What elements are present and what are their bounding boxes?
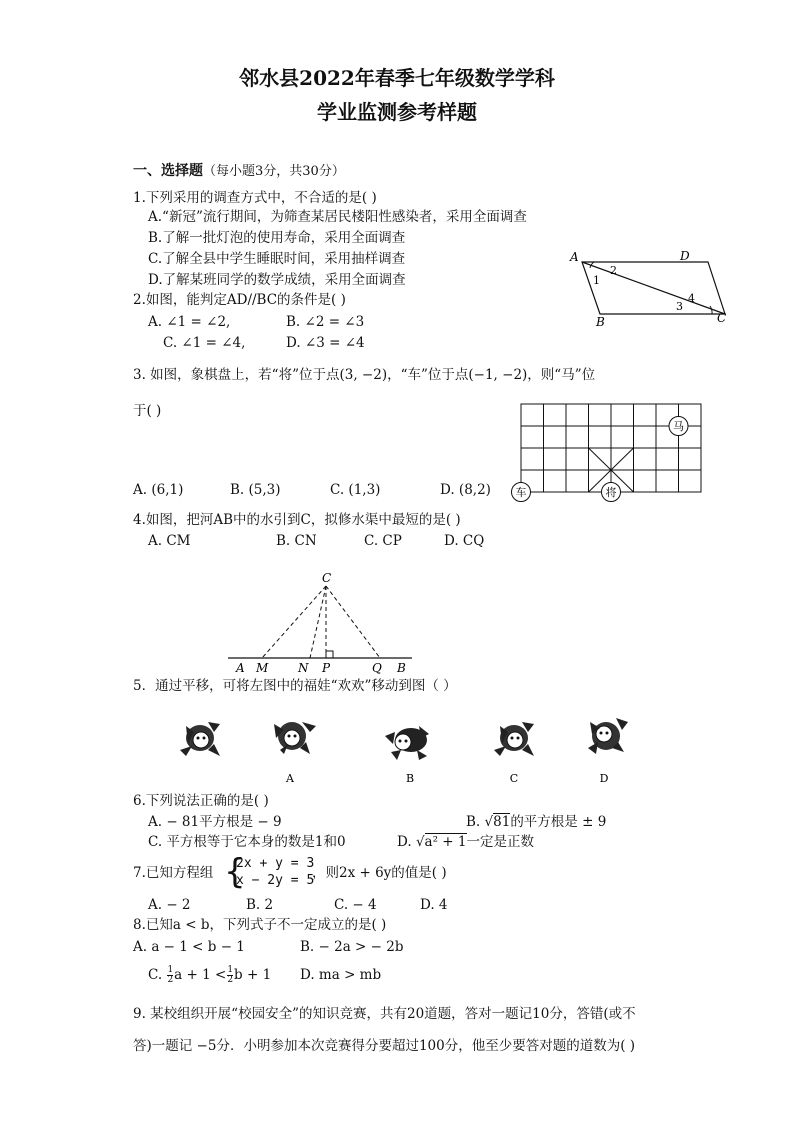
q7-stem-post: ，则2x + 6y的值是( ) [312, 865, 447, 881]
piece-che-label: 车 [515, 486, 527, 499]
diagonal-ac [582, 262, 725, 314]
q6-option-b-radicand: 81 [493, 814, 511, 830]
page-title: 邻水县2022年春季七年级数学学科 [239, 66, 555, 90]
q2-stem: 2.如图，能判定AD//BC的条件是( ) [133, 292, 346, 308]
q9-line-2: 答)一题记 −5分．小明参加本次竞赛得分要超过100分，他至少要答对题的道数为( ) [133, 1038, 636, 1054]
q6-option-b-radical: √81 [484, 814, 511, 830]
q1-option-a: A.“新冠”流行期间，为筛查某居民楼阳性感染者，采用全面调查 [148, 209, 527, 225]
q5-option-c: C [509, 772, 519, 785]
q8-fraction-1-num: 1 [167, 965, 174, 975]
q3-option-c: C. (1,3) [330, 482, 381, 498]
q8-option-c-letter: C. [148, 967, 163, 983]
q6-option-c: C. 平方根等于它本身的数是1和0 [148, 834, 346, 850]
chessboard-figure [505, 396, 710, 506]
q4-option-a: A. CM [148, 533, 191, 549]
q3-option-d: D. (8,2) [440, 482, 491, 498]
q3-option-a: A. (6,1) [133, 482, 184, 498]
angle-arc-4 [710, 306, 712, 314]
q8-fraction-1-den: 2 [167, 975, 174, 985]
q4-option-d: D. CQ [444, 533, 485, 549]
section-heading [133, 162, 345, 181]
q8-option-c [148, 962, 271, 988]
fuwa-option-c-image [494, 722, 534, 756]
q6-stem: 6.下列说法正确的是( ) [133, 793, 269, 809]
label-c: C [717, 311, 727, 325]
page-subtitle: 学业监测参考样题 [317, 100, 477, 124]
q1-option-d: D.了解某班同学的数学成绩，采用全面调查 [148, 272, 406, 288]
fuwa-option-b-image [385, 726, 429, 760]
q1-option-b: B.了解一批灯泡的使用寿命，采用全面调查 [148, 230, 406, 246]
q8-fraction-2-num: 1 [227, 965, 234, 975]
brace-symbol: { [224, 852, 246, 892]
q3-option-b: B. (5,3) [230, 482, 281, 498]
fuwa-option-d-image [588, 718, 628, 754]
piece-ma-label: 马 [673, 420, 684, 433]
q6-option-d-radical: √a² + 1 [415, 834, 467, 850]
q6-option-b [466, 813, 606, 831]
section-label: 一、选择题 [133, 163, 203, 179]
q8-option-c-post: b + 1 [234, 967, 272, 983]
q4-option-c: C. CP [364, 533, 402, 549]
q7-option-a: A. − 2 [148, 897, 191, 913]
parallelogram-figure [560, 244, 740, 330]
q8-option-a: A. a − 1 < b − 1 [133, 939, 245, 955]
q6-option-d-radicand: a² + 1 [424, 834, 467, 850]
q5-option-d: D [599, 772, 609, 785]
section-note: （每小题3分，共30分） [203, 164, 345, 179]
q8-option-d: D. ma > mb [300, 967, 382, 983]
line-cq [326, 586, 380, 658]
label-q: Q [372, 661, 382, 675]
label-p: P [322, 661, 331, 675]
q6-option-d-letter: D. [397, 834, 412, 850]
q7-equation-2: x − 2y = 5 [236, 873, 315, 888]
label-angle-1: 1 [593, 274, 600, 287]
label-b: B [596, 315, 605, 329]
q2-option-a: A. ∠1 = ∠2, [148, 314, 231, 330]
label-n: N [298, 661, 309, 675]
label-c: C [322, 571, 332, 585]
label-m: M [256, 661, 269, 675]
q8-fraction-2-den: 2 [227, 975, 234, 985]
q6-option-d-text: 一定是正数 [466, 834, 534, 850]
label-d: D [680, 249, 690, 263]
label-a: A [570, 250, 579, 264]
q8-fraction-2 [227, 966, 233, 985]
q7-option-d: D. 4 [420, 897, 448, 913]
q6-option-a: A. − 81平方根是 − 9 [148, 814, 282, 830]
river-figure [222, 568, 417, 678]
fuwa-figures [160, 706, 660, 791]
q8-fraction-1 [167, 966, 173, 985]
label-angle-4: 4 [688, 292, 695, 305]
q2-option-d: D. ∠3 = ∠4 [286, 335, 365, 351]
q8-option-b: B. − 2a > − 2b [300, 939, 404, 955]
q7-option-c: C. − 4 [334, 897, 377, 913]
q9-line-1: 9. 某校组织开展“校园安全”的知识竞赛，共有20道题，答对一题记10分，答错(或不 [133, 1006, 636, 1022]
label-b: B [397, 661, 406, 675]
channel-lines [262, 586, 380, 658]
fuwa-option-a-image [274, 722, 316, 754]
q2-option-c: C. ∠1 = ∠4, [163, 335, 246, 351]
q7-option-b: B. 2 [246, 897, 274, 913]
piece-jiang-label: 将 [605, 486, 617, 499]
q4-stem: 4.如图，把河AB中的水引到C，拟修水渠中最短的是( ) [133, 512, 461, 528]
label-angle-2: 2 [610, 264, 617, 277]
line-cm [262, 586, 326, 658]
right-angle-mark [326, 651, 333, 658]
q6-option-b-letter: B. [466, 814, 481, 830]
q1-option-c: C.了解全县中学生睡眠时间，采用抽样调查 [148, 251, 406, 267]
q2-option-b: B. ∠2 = ∠3 [286, 314, 365, 330]
q7-equation-1: 2x + y = 3 [236, 856, 315, 871]
q3-stem-cont: 于( ) [133, 403, 162, 419]
label-angle-3: 3 [676, 300, 683, 313]
q3-stem: 3. 如图，象棋盘上，若“将”位于点(3, −2)，“车”位于点(−1, −2)，则“马”位 [133, 367, 596, 383]
label-a: A [236, 661, 245, 675]
q5-option-b: B [405, 772, 415, 785]
q8-option-c-mid: a + 1 < [174, 967, 227, 983]
q5-stem: 5．通过平移，可将左图中的福娃“欢欢”移动到图（ ） [133, 678, 457, 694]
q1-stem: 1.下列采用的调查方式中，不合适的是( ) [133, 190, 377, 206]
q6-option-d [397, 833, 534, 851]
q8-stem: 8.已知a < b，下列式子不一定成立的是( ) [133, 917, 387, 933]
line-cn [310, 586, 326, 658]
q5-option-a: A [286, 772, 294, 785]
q4-option-b: B. CN [276, 533, 317, 549]
q7-stem-pre: 7.已知方程组 [133, 865, 214, 881]
q6-option-b-text: 的平方根是 ± 9 [510, 814, 607, 830]
fuwa-original-image [180, 722, 220, 756]
